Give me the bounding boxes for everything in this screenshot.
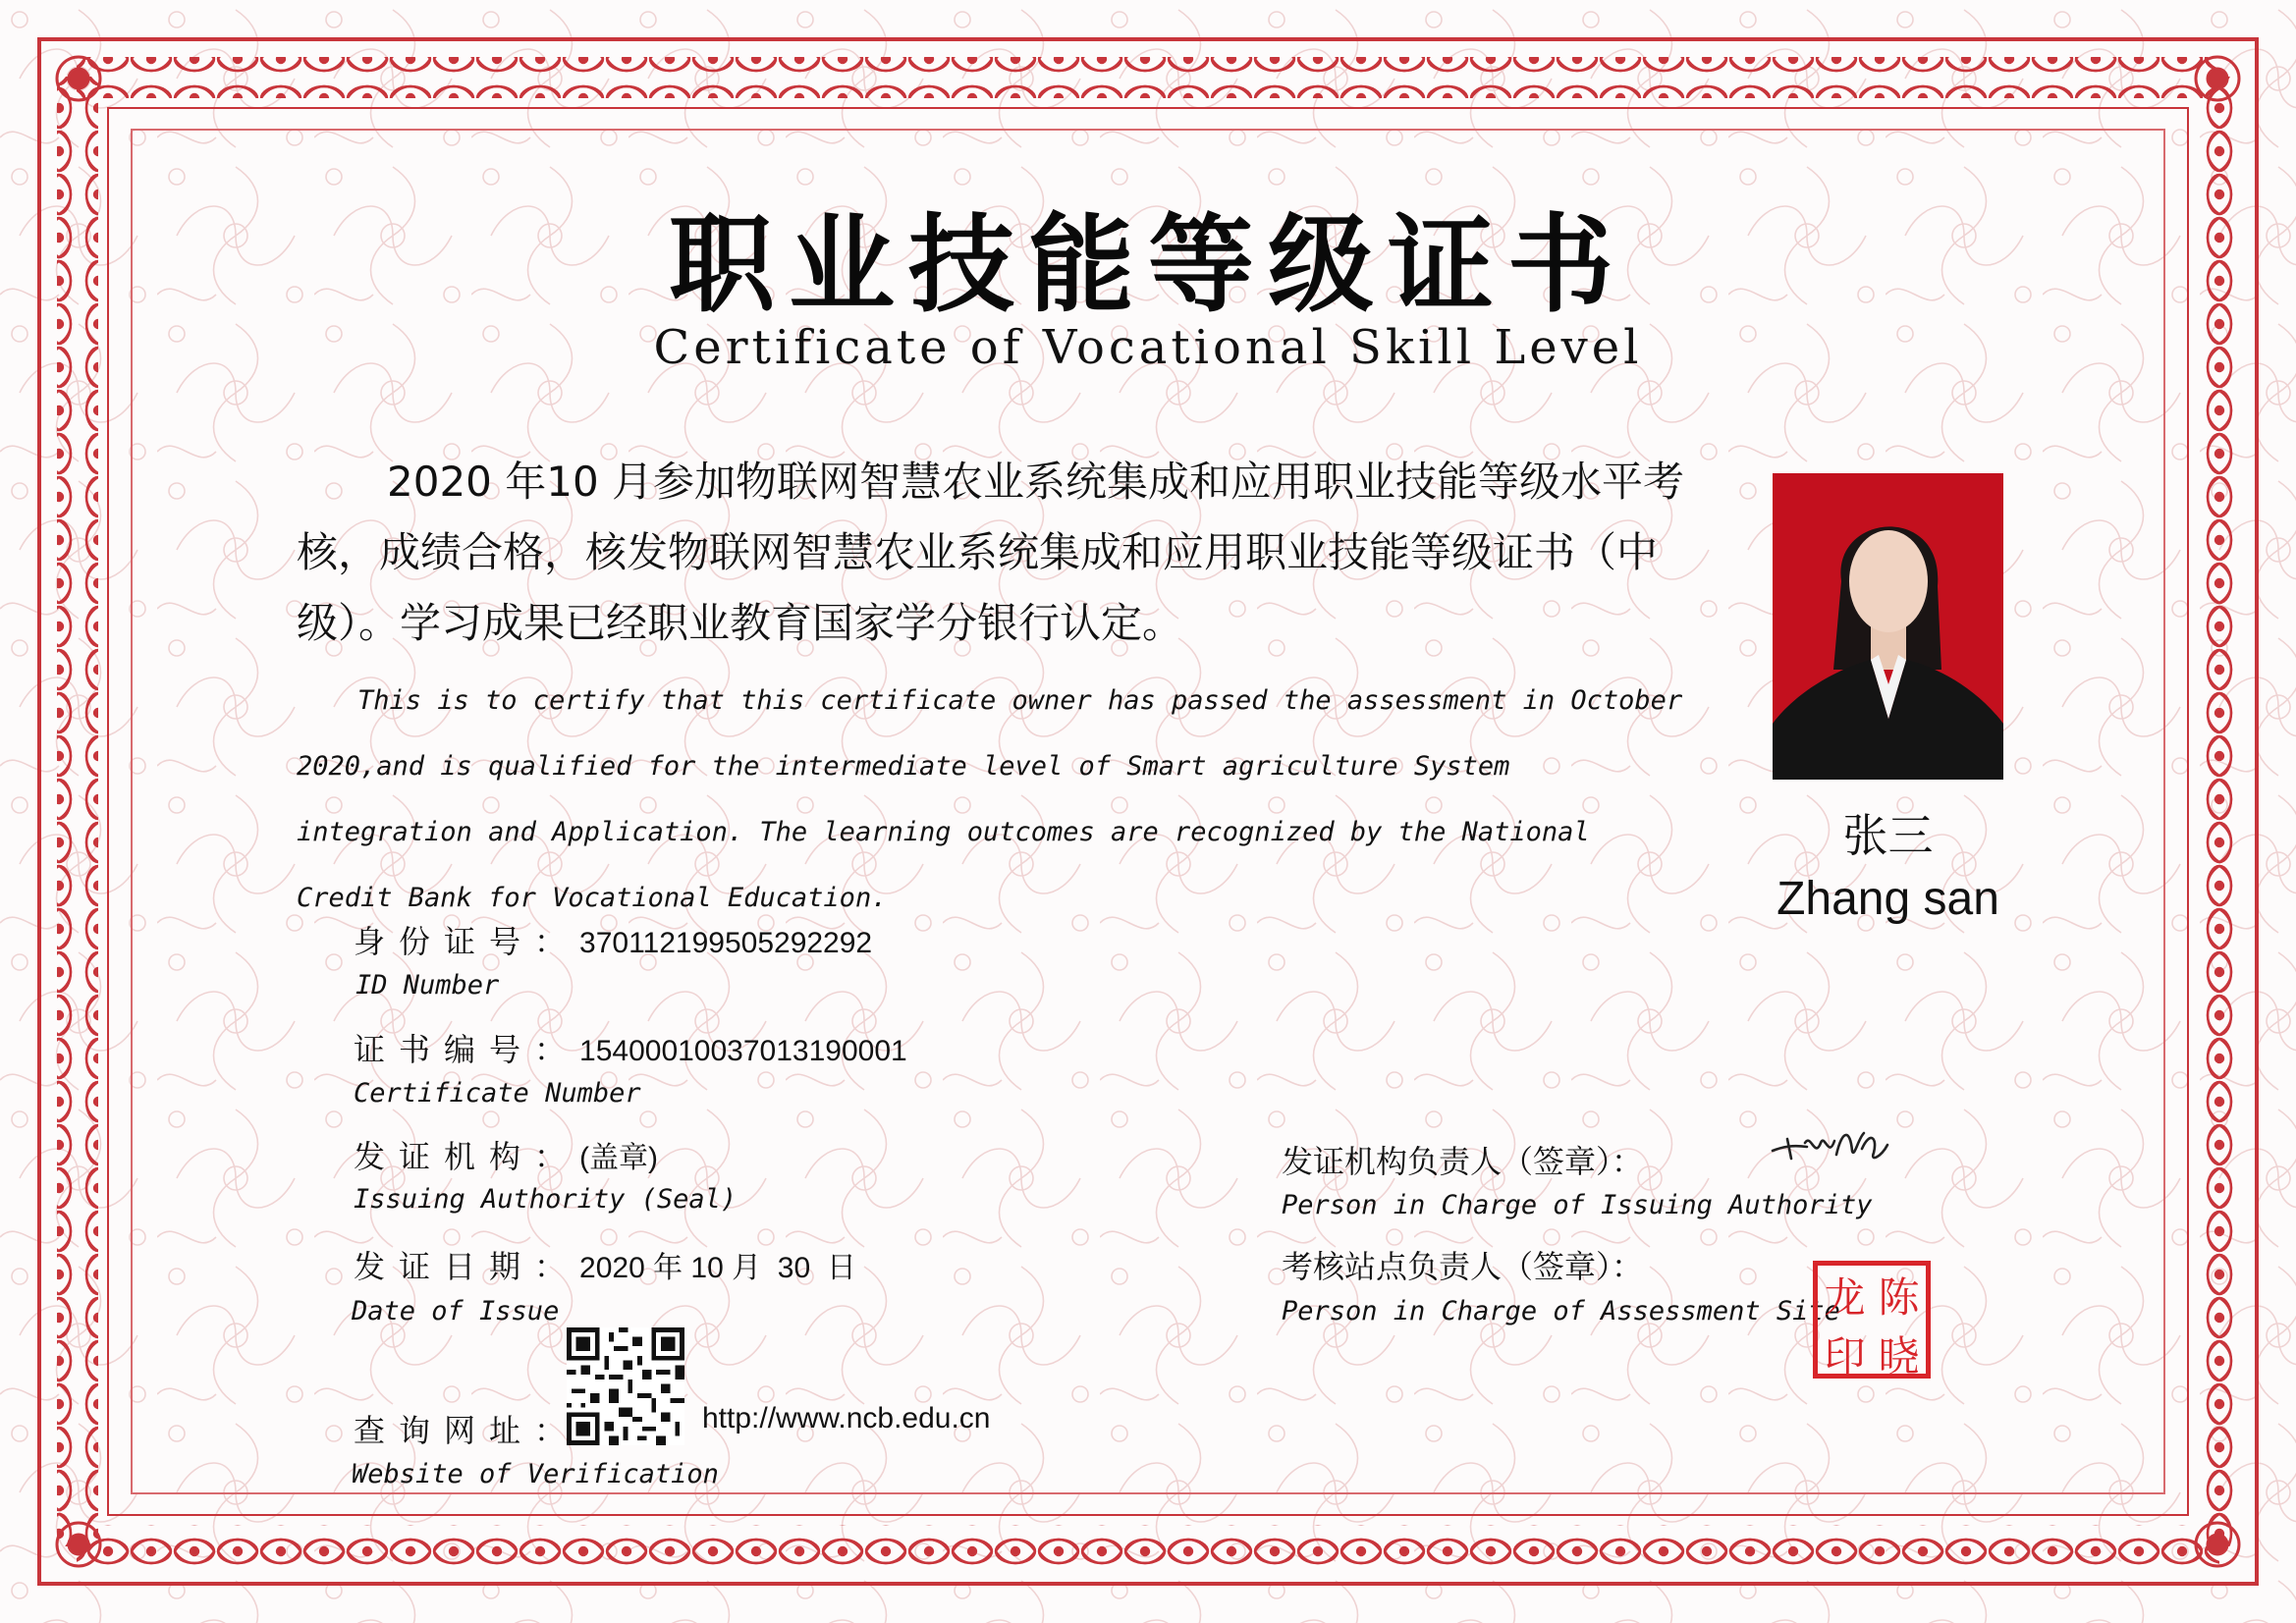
authority-person-label-en: Person in Charge of Issuing Authority: [1282, 1190, 1873, 1220]
statement-en-text: This is to certify that this certificate owner has passed the assessment in October 2020,and is qualified for the intermediate level of Smart agriculture System integration and Application. The learning outcomes are recognized by the National Credit Bank for Vocational Education.: [297, 685, 1683, 913]
seal-char: 晓: [1878, 1332, 1920, 1380]
id-number-label-en: ID Number: [355, 970, 500, 1001]
issuing-authority-label-cn: 发证机构：: [354, 1138, 580, 1175]
seal-char: 陈: [1878, 1273, 1920, 1322]
seal-char: 印: [1824, 1332, 1866, 1380]
id-number-row: [354, 917, 872, 962]
website-url-link[interactable]: http://www.ncb.edu.cn: [702, 1402, 991, 1434]
personal-seal-stamp: [1813, 1261, 1931, 1379]
title-cn: 职业技能等级证书: [668, 204, 1627, 327]
date-of-issue-label-en: Date of Issue: [352, 1296, 560, 1326]
website-label-cn: 查询网址：: [354, 1412, 580, 1449]
statement-cn-text: 2020 年10 月参加物联网智慧农业系统集成和应用职业技能等级水平考核，成绩合格，核发物联网智慧农业系统集成和应用职业技能等级证书（中级）。学习成果已经职业教育国家学分银行认定。: [297, 458, 1685, 647]
statement-cn: [297, 447, 1721, 659]
issuing-authority-row: [354, 1132, 658, 1177]
cert-number-label-cn: 证书编号：: [354, 1031, 580, 1068]
statement-en: [297, 668, 1701, 931]
issuing-authority-label-en: Issuing Authority (Seal): [354, 1184, 738, 1215]
signature-icon: [1768, 1119, 1890, 1168]
id-number-value: 370112199505292292: [579, 927, 873, 959]
site-person-label-en: Person in Charge of Assessment Site: [1282, 1296, 1840, 1326]
cert-number-value: 15400010037013190001: [579, 1035, 907, 1067]
holder-photo: [1773, 473, 2003, 780]
id-number-label-cn: 身份证号：: [354, 923, 580, 960]
date-of-issue-value: 2020 年 10 月 30 日: [579, 1252, 856, 1284]
cert-number-row: [354, 1025, 907, 1070]
holder-name-cn: 张三: [1842, 809, 1934, 862]
seal-char: 龙: [1824, 1273, 1866, 1322]
title-en: Certificate of Vocational Skill Level: [653, 320, 1643, 375]
cert-number-label-en: Certificate Number: [354, 1078, 641, 1109]
date-of-issue-row: [354, 1242, 856, 1287]
person-silhouette-icon: [1773, 473, 2003, 780]
website-row: [354, 1406, 579, 1451]
issuing-authority-seal-note: (盖章): [579, 1142, 658, 1174]
holder-name-en: Zhang san: [1777, 873, 1999, 925]
authority-person-label-cn: 发证机构负责人（签章）：: [1282, 1143, 1644, 1180]
website-label-en: Website of Verification: [352, 1459, 719, 1489]
date-of-issue-label-cn: 发证日期：: [354, 1248, 580, 1285]
site-person-label-cn: 考核站点负责人（签章）：: [1282, 1248, 1644, 1285]
qr-code-icon: [567, 1327, 684, 1445]
